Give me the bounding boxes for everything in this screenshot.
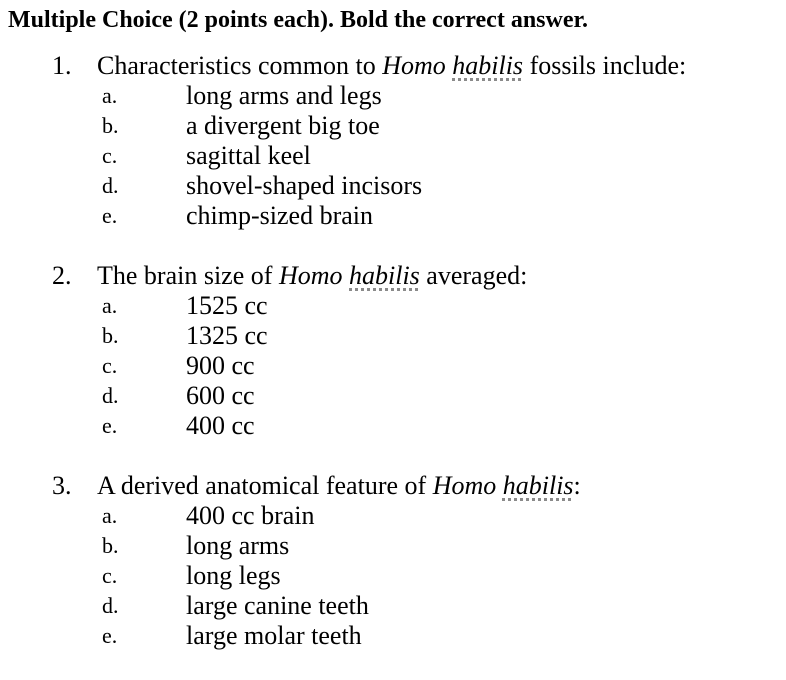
option-letter: a.: [102, 503, 118, 528]
option-letter: a.: [102, 83, 118, 108]
option-letter: a.: [102, 293, 118, 318]
option-e[interactable]: [52, 411, 772, 441]
option-a[interactable]: [52, 501, 772, 531]
option-letter: b.: [102, 323, 119, 348]
option-text: 1525 cc: [186, 291, 268, 320]
option-text: long arms and legs: [186, 81, 382, 110]
option-text: a divergent big toe: [186, 111, 380, 140]
option-letter: e.: [102, 203, 118, 228]
option-text: shovel-shaped incisors: [186, 171, 423, 200]
question-text: [97, 51, 686, 81]
question-3: [52, 471, 772, 651]
question-prefix: Characteristics common to: [97, 51, 383, 80]
option-letter: e.: [102, 413, 118, 438]
option-b[interactable]: [52, 531, 772, 561]
page-heading: Multiple Choice (2 points each). Bold the correct answer.: [8, 7, 588, 33]
option-text: 1325 cc: [186, 321, 268, 350]
question-text: [97, 471, 581, 501]
option-d[interactable]: [52, 591, 772, 621]
option-text: long legs: [186, 561, 281, 590]
option-e[interactable]: [52, 621, 772, 651]
option-text: long arms: [186, 531, 290, 560]
option-c[interactable]: [52, 351, 772, 381]
option-text: chimp-sized brain: [186, 201, 373, 230]
option-letter: b.: [102, 533, 119, 558]
option-text: large canine teeth: [186, 591, 369, 620]
option-letter: c.: [102, 353, 118, 378]
question-number: 2.: [52, 261, 72, 290]
species-name[interactable]: habilis: [452, 51, 524, 80]
option-text: large molar teeth: [186, 621, 362, 650]
question-number: 3.: [52, 471, 72, 500]
question-prefix: A derived anatomical feature of: [97, 471, 433, 500]
option-text: 400 cc brain: [186, 501, 315, 530]
option-text: sagittal keel: [186, 141, 311, 170]
question-text: [97, 261, 527, 291]
option-letter: b.: [102, 113, 119, 138]
question-prefix: The brain size of: [97, 261, 279, 290]
species-name[interactable]: habilis: [502, 471, 574, 500]
question-suffix: averaged:: [419, 261, 528, 290]
option-a[interactable]: [52, 81, 772, 111]
question-stem: [52, 51, 772, 81]
option-a[interactable]: [52, 291, 772, 321]
genus-name: Homo: [432, 471, 497, 500]
option-letter: d.: [102, 593, 119, 618]
option-c[interactable]: [52, 141, 772, 171]
option-letter: d.: [102, 173, 119, 198]
option-text: 600 cc: [186, 381, 255, 410]
option-letter: c.: [102, 563, 118, 588]
genus-name: Homo: [382, 51, 446, 80]
option-letter: d.: [102, 383, 119, 408]
question-suffix: :: [573, 471, 581, 500]
question-stem: [52, 471, 772, 501]
question-number: 1.: [52, 51, 72, 80]
option-text: 900 cc: [186, 351, 255, 380]
option-letter: c.: [102, 143, 118, 168]
option-b[interactable]: [52, 111, 772, 141]
question-stem: [52, 261, 772, 291]
question-1: [52, 51, 772, 231]
question-suffix: fossils include:: [523, 51, 687, 80]
option-b[interactable]: [52, 321, 772, 351]
option-d[interactable]: [52, 381, 772, 411]
species-name[interactable]: habilis: [349, 261, 420, 290]
question-2: [52, 261, 772, 441]
option-d[interactable]: [52, 171, 772, 201]
option-c[interactable]: [52, 561, 772, 591]
option-text: 400 cc: [186, 411, 255, 440]
option-e[interactable]: [52, 201, 772, 231]
genus-name: Homo: [278, 261, 343, 290]
option-letter: e.: [102, 623, 118, 648]
